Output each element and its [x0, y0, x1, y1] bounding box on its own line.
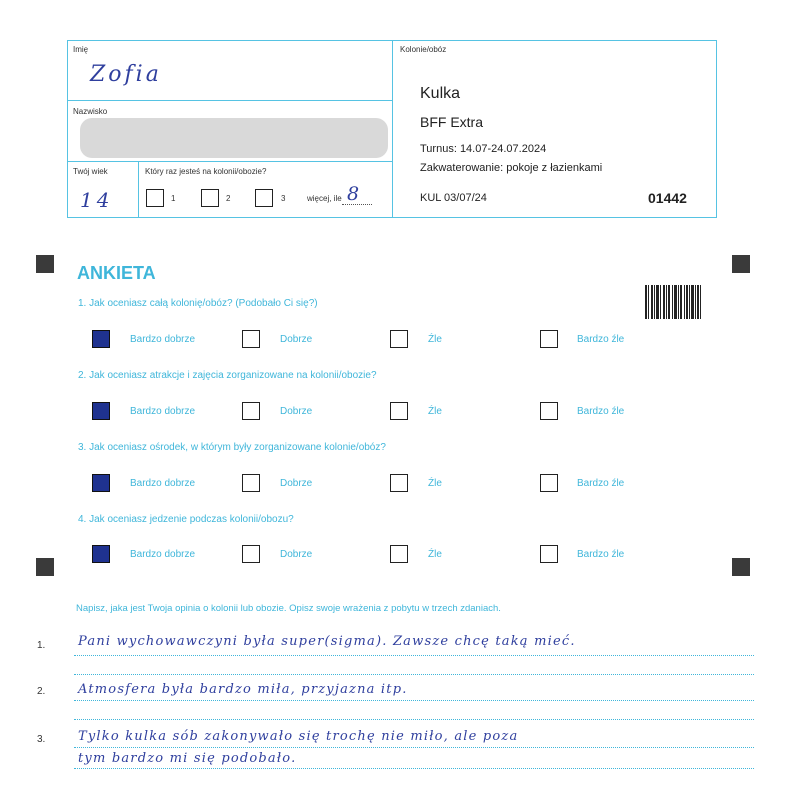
wiek-value[interactable]: 14: [80, 188, 114, 212]
header-divider-2: [67, 161, 392, 162]
line-number-1: 1.: [37, 640, 46, 651]
q2-zle-label: Źle: [428, 406, 442, 417]
registration-marker-top-right: [732, 255, 750, 273]
q4-bardzo-dobrze-label: Bardzo dobrze: [130, 549, 196, 560]
option-1-checkbox[interactable]: [146, 189, 164, 207]
ktory-raz-label: Który raz jesteś na kolonii/obozie?: [145, 167, 267, 176]
camp-type: BFF Extra: [420, 114, 484, 130]
q4-zle-label: Źle: [428, 549, 442, 560]
line-number-3: 3.: [37, 734, 46, 745]
wiecej-label: więcej, ile: [307, 194, 342, 203]
header-divider-vertical: [392, 40, 393, 218]
q2-dobrze-checkbox[interactable]: [242, 402, 260, 420]
opinion-prompt: Napisz, jaka jest Twoja opinia o kolonii lub obozie. Opisz swoje wrażenia z pobytu w trzech zdaniach.: [76, 603, 501, 614]
dotted-line-2b: [74, 719, 754, 720]
q3-bardzo-zle-label: Bardzo źle: [577, 478, 625, 489]
option-3-label: 3: [281, 194, 286, 203]
q2-bardzo-dobrze-checkbox[interactable]: [92, 402, 110, 420]
question-1: 1. Jak oceniasz całą kolonię/obóz? (Podobało Ci się?): [78, 298, 318, 309]
question-2: 2. Jak oceniasz atrakcje i zajęcia zorganizowane na kolonii/obozie?: [78, 370, 377, 381]
header-divider-1: [67, 100, 392, 101]
registration-marker-bottom-left: [36, 558, 54, 576]
q2-zle-checkbox[interactable]: [390, 402, 408, 420]
q2-bardzo-zle-checkbox[interactable]: [540, 402, 558, 420]
question-4: 4. Jak oceniasz jedzenie podczas kolonii/obozu?: [78, 514, 294, 525]
camp-code: KUL 03/07/24: [420, 192, 487, 204]
q1-dobrze-checkbox[interactable]: [242, 330, 260, 348]
barcode-icon: [645, 285, 701, 319]
q4-bardzo-zle-checkbox[interactable]: [540, 545, 558, 563]
answer-line-4[interactable]: tym bardzo mi się podobało.: [78, 751, 297, 766]
q2-dobrze-label: Dobrze: [280, 406, 313, 417]
q4-zle-checkbox[interactable]: [390, 545, 408, 563]
q3-dobrze-label: Dobrze: [280, 478, 313, 489]
q4-dobrze-label: Dobrze: [280, 549, 313, 560]
option-2-label: 2: [226, 194, 231, 203]
imie-label: Imię: [73, 45, 89, 54]
q3-zle-label: Źle: [428, 478, 442, 489]
q4-dobrze-checkbox[interactable]: [242, 545, 260, 563]
q3-bardzo-zle-checkbox[interactable]: [540, 474, 558, 492]
dotted-line-2: [74, 700, 754, 701]
q2-bardzo-zle-label: Bardzo źle: [577, 406, 625, 417]
answer-line-3[interactable]: Tylko kulka sób zakonywało się trochę nie miło, ale poza: [78, 729, 519, 744]
header-divider-age: [138, 161, 139, 218]
turnus-text: Turnus: 14.07-24.07.2024: [420, 143, 547, 155]
q1-bardzo-zle-checkbox[interactable]: [540, 330, 558, 348]
dotted-line-3: [74, 747, 754, 748]
answer-line-2[interactable]: Atmosfera była bardzo miła, przyjazna itp.: [78, 682, 408, 697]
q3-zle-checkbox[interactable]: [390, 474, 408, 492]
question-3: 3. Jak oceniasz ośrodek, w którym były zorganizowane kolonie/obóz?: [78, 442, 386, 453]
zakwaterowanie-text: Zakwaterowanie: pokoje z łazienkami: [420, 162, 603, 174]
answer-line-1[interactable]: Pani wychowawczyni była super(sigma). Zawsze chcę taką mieć.: [78, 634, 576, 649]
dotted-line-4: [74, 768, 754, 769]
q4-bardzo-zle-label: Bardzo źle: [577, 549, 625, 560]
option-1-label: 1: [171, 194, 176, 203]
q3-bardzo-dobrze-label: Bardzo dobrze: [130, 478, 196, 489]
q3-bardzo-dobrze-checkbox[interactable]: [92, 474, 110, 492]
q1-zle-label: Źle: [428, 334, 442, 345]
imie-value[interactable]: Zofia: [90, 62, 162, 87]
q1-bardzo-dobrze-label: Bardzo dobrze: [130, 334, 196, 345]
kolonie-label: Kolonie/obóz: [400, 45, 447, 54]
form-number: 01442: [648, 190, 687, 206]
option-2-checkbox[interactable]: [201, 189, 219, 207]
nazwisko-redacted: [80, 118, 388, 158]
q1-dobrze-label: Dobrze: [280, 334, 313, 345]
wiek-label: Twój wiek: [73, 167, 108, 176]
q3-dobrze-checkbox[interactable]: [242, 474, 260, 492]
wiecej-value[interactable]: 8: [347, 183, 360, 205]
dotted-line-1b: [74, 674, 754, 675]
line-number-2: 2.: [37, 686, 46, 697]
nazwisko-label: Nazwisko: [73, 107, 108, 116]
registration-marker-top-left: [36, 255, 54, 273]
q1-bardzo-dobrze-checkbox[interactable]: [92, 330, 110, 348]
dotted-line-1: [74, 655, 754, 656]
q4-bardzo-dobrze-checkbox[interactable]: [92, 545, 110, 563]
registration-marker-bottom-right: [732, 558, 750, 576]
option-3-checkbox[interactable]: [255, 189, 273, 207]
q1-zle-checkbox[interactable]: [390, 330, 408, 348]
q2-bardzo-dobrze-label: Bardzo dobrze: [130, 406, 196, 417]
survey-title: ANKIETA: [77, 263, 156, 283]
q1-bardzo-zle-label: Bardzo źle: [577, 334, 625, 345]
camp-name: Kulka: [420, 85, 461, 102]
